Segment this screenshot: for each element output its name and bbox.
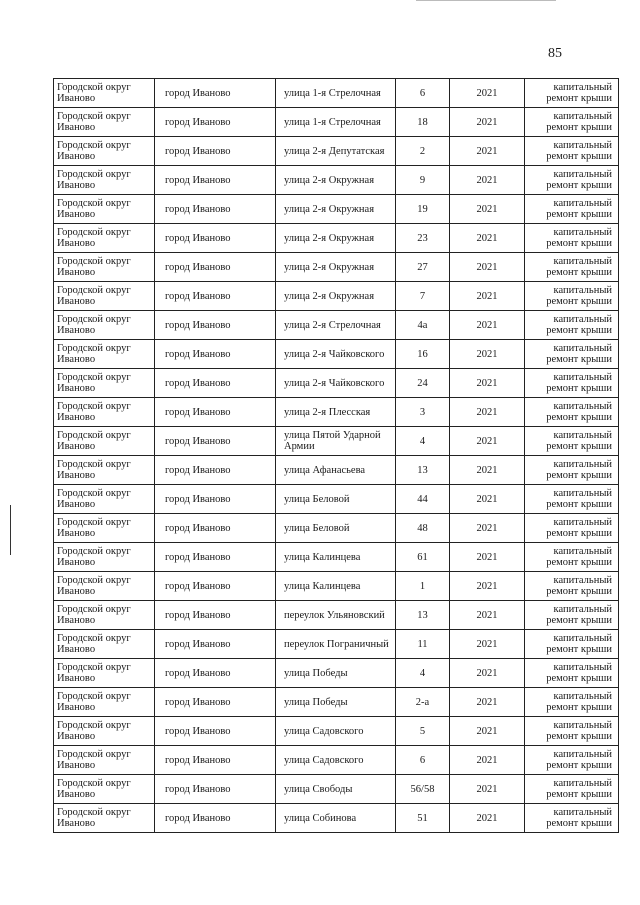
work-type-cell: капитальный ремонт крыши bbox=[525, 253, 619, 282]
settlement-cell: город Иваново bbox=[155, 717, 276, 746]
year-cell: 2021 bbox=[450, 137, 525, 166]
street-cell: улица Беловой bbox=[276, 514, 396, 543]
municipal-district-cell: Городской округ Иваново bbox=[54, 601, 155, 630]
table-row bbox=[54, 630, 619, 659]
street-cell: улица 2-я Чайковского bbox=[276, 340, 396, 369]
street-cell: улица Пятой Ударной Армии bbox=[276, 427, 396, 456]
table-row bbox=[54, 137, 619, 166]
year-cell: 2021 bbox=[450, 427, 525, 456]
year-cell: 2021 bbox=[450, 688, 525, 717]
settlement-cell: город Иваново bbox=[155, 427, 276, 456]
street-cell: улица Победы bbox=[276, 688, 396, 717]
settlement-cell: город Иваново bbox=[155, 688, 276, 717]
year-cell: 2021 bbox=[450, 746, 525, 775]
table-row bbox=[54, 282, 619, 311]
work-type-cell: капитальный ремонт крыши bbox=[525, 804, 619, 833]
settlement-cell: город Иваново bbox=[155, 804, 276, 833]
table-row bbox=[54, 775, 619, 804]
street-cell: улица Калинцева bbox=[276, 572, 396, 601]
year-cell: 2021 bbox=[450, 659, 525, 688]
house-number-cell: 19 bbox=[396, 195, 450, 224]
settlement-cell: город Иваново bbox=[155, 601, 276, 630]
street-cell: улица Садовского bbox=[276, 746, 396, 775]
settlement-cell: город Иваново bbox=[155, 630, 276, 659]
settlement-cell: город Иваново bbox=[155, 311, 276, 340]
street-cell: улица Победы bbox=[276, 659, 396, 688]
work-type-cell: капитальный ремонт крыши bbox=[525, 108, 619, 137]
house-number-cell: 6 bbox=[396, 746, 450, 775]
table-row bbox=[54, 485, 619, 514]
year-cell: 2021 bbox=[450, 485, 525, 514]
street-cell: улица 2-я Стрелочная bbox=[276, 311, 396, 340]
house-number-cell: 48 bbox=[396, 514, 450, 543]
settlement-cell: город Иваново bbox=[155, 224, 276, 253]
work-type-cell: капитальный ремонт крыши bbox=[525, 166, 619, 195]
municipal-district-cell: Городской округ Иваново bbox=[54, 456, 155, 485]
municipal-district-cell: Городской округ Иваново bbox=[54, 630, 155, 659]
work-type-cell: капитальный ремонт крыши bbox=[525, 659, 619, 688]
settlement-cell: город Иваново bbox=[155, 659, 276, 688]
year-cell: 2021 bbox=[450, 630, 525, 659]
house-number-cell: 4 bbox=[396, 659, 450, 688]
house-number-cell: 5 bbox=[396, 717, 450, 746]
municipal-district-cell: Городской округ Иваново bbox=[54, 717, 155, 746]
table-row bbox=[54, 601, 619, 630]
municipal-district-cell: Городской округ Иваново bbox=[54, 543, 155, 572]
street-cell: улица Афанасьева bbox=[276, 456, 396, 485]
house-number-cell: 1 bbox=[396, 572, 450, 601]
house-number-cell: 4 bbox=[396, 427, 450, 456]
year-cell: 2021 bbox=[450, 195, 525, 224]
work-type-cell: капитальный ремонт крыши bbox=[525, 427, 619, 456]
table-row bbox=[54, 195, 619, 224]
settlement-cell: город Иваново bbox=[155, 514, 276, 543]
house-number-cell: 4а bbox=[396, 311, 450, 340]
table-row bbox=[54, 688, 619, 717]
year-cell: 2021 bbox=[450, 340, 525, 369]
table-row bbox=[54, 543, 619, 572]
settlement-cell: город Иваново bbox=[155, 340, 276, 369]
municipal-district-cell: Городской округ Иваново bbox=[54, 311, 155, 340]
table-row bbox=[54, 369, 619, 398]
street-cell: улица Калинцева bbox=[276, 543, 396, 572]
year-cell: 2021 bbox=[450, 79, 525, 108]
work-type-cell: капитальный ремонт крыши bbox=[525, 311, 619, 340]
settlement-cell: город Иваново bbox=[155, 775, 276, 804]
year-cell: 2021 bbox=[450, 456, 525, 485]
street-cell: улица 2-я Депутатская bbox=[276, 137, 396, 166]
table-body bbox=[54, 79, 619, 833]
table-row bbox=[54, 514, 619, 543]
work-type-cell: капитальный ремонт крыши bbox=[525, 630, 619, 659]
settlement-cell: город Иваново bbox=[155, 108, 276, 137]
work-type-cell: капитальный ремонт крыши bbox=[525, 137, 619, 166]
work-type-cell: капитальный ремонт крыши bbox=[525, 775, 619, 804]
municipal-district-cell: Городской округ Иваново bbox=[54, 688, 155, 717]
street-cell: улица 1-я Стрелочная bbox=[276, 79, 396, 108]
municipal-district-cell: Городской округ Иваново bbox=[54, 775, 155, 804]
work-type-cell: капитальный ремонт крыши bbox=[525, 746, 619, 775]
table-row bbox=[54, 79, 619, 108]
scan-artifact bbox=[10, 505, 11, 555]
settlement-cell: город Иваново bbox=[155, 282, 276, 311]
year-cell: 2021 bbox=[450, 166, 525, 195]
street-cell: улица Садовского bbox=[276, 717, 396, 746]
year-cell: 2021 bbox=[450, 108, 525, 137]
municipal-district-cell: Городской округ Иваново bbox=[54, 340, 155, 369]
house-number-cell: 2 bbox=[396, 137, 450, 166]
municipal-district-cell: Городской округ Иваново bbox=[54, 79, 155, 108]
work-type-cell: капитальный ремонт крыши bbox=[525, 717, 619, 746]
table-row bbox=[54, 659, 619, 688]
work-type-cell: капитальный ремонт крыши bbox=[525, 369, 619, 398]
settlement-cell: город Иваново bbox=[155, 398, 276, 427]
work-type-cell: капитальный ремонт крыши bbox=[525, 485, 619, 514]
municipal-district-cell: Городской округ Иваново bbox=[54, 804, 155, 833]
table-row bbox=[54, 804, 619, 833]
street-cell: улица 2-я Окружная bbox=[276, 253, 396, 282]
settlement-cell: город Иваново bbox=[155, 485, 276, 514]
settlement-cell: город Иваново bbox=[155, 369, 276, 398]
work-type-cell: капитальный ремонт крыши bbox=[525, 398, 619, 427]
settlement-cell: город Иваново bbox=[155, 79, 276, 108]
house-number-cell: 13 bbox=[396, 456, 450, 485]
house-number-cell: 2-а bbox=[396, 688, 450, 717]
municipal-district-cell: Городской округ Иваново bbox=[54, 572, 155, 601]
municipal-district-cell: Городской округ Иваново bbox=[54, 746, 155, 775]
house-number-cell: 16 bbox=[396, 340, 450, 369]
house-number-cell: 44 bbox=[396, 485, 450, 514]
settlement-cell: город Иваново bbox=[155, 543, 276, 572]
year-cell: 2021 bbox=[450, 282, 525, 311]
table-row bbox=[54, 398, 619, 427]
house-number-cell: 23 bbox=[396, 224, 450, 253]
work-type-cell: капитальный ремонт крыши bbox=[525, 282, 619, 311]
year-cell: 2021 bbox=[450, 601, 525, 630]
settlement-cell: город Иваново bbox=[155, 253, 276, 282]
street-cell: улица Беловой bbox=[276, 485, 396, 514]
house-number-cell: 56/58 bbox=[396, 775, 450, 804]
house-number-cell: 27 bbox=[396, 253, 450, 282]
registry-table bbox=[53, 78, 619, 833]
street-cell: улица 1-я Стрелочная bbox=[276, 108, 396, 137]
work-type-cell: капитальный ремонт крыши bbox=[525, 195, 619, 224]
municipal-district-cell: Городской округ Иваново bbox=[54, 195, 155, 224]
page-number: 85 bbox=[548, 46, 562, 61]
year-cell: 2021 bbox=[450, 514, 525, 543]
street-cell: улица Собинова bbox=[276, 804, 396, 833]
street-cell: улица 2-я Окружная bbox=[276, 195, 396, 224]
municipal-district-cell: Городской округ Иваново bbox=[54, 166, 155, 195]
year-cell: 2021 bbox=[450, 398, 525, 427]
municipal-district-cell: Городской округ Иваново bbox=[54, 224, 155, 253]
settlement-cell: город Иваново bbox=[155, 456, 276, 485]
table-row bbox=[54, 253, 619, 282]
work-type-cell: капитальный ремонт крыши bbox=[525, 572, 619, 601]
table-row bbox=[54, 572, 619, 601]
house-number-cell: 18 bbox=[396, 108, 450, 137]
street-cell: улица 2-я Окружная bbox=[276, 224, 396, 253]
house-number-cell: 9 bbox=[396, 166, 450, 195]
table-row bbox=[54, 456, 619, 485]
municipal-district-cell: Городской округ Иваново bbox=[54, 137, 155, 166]
table-row bbox=[54, 166, 619, 195]
work-type-cell: капитальный ремонт крыши bbox=[525, 601, 619, 630]
year-cell: 2021 bbox=[450, 775, 525, 804]
municipal-district-cell: Городской округ Иваново bbox=[54, 108, 155, 137]
house-number-cell: 51 bbox=[396, 804, 450, 833]
settlement-cell: город Иваново bbox=[155, 572, 276, 601]
municipal-district-cell: Городской округ Иваново bbox=[54, 398, 155, 427]
year-cell: 2021 bbox=[450, 543, 525, 572]
year-cell: 2021 bbox=[450, 804, 525, 833]
municipal-district-cell: Городской округ Иваново bbox=[54, 514, 155, 543]
table-row bbox=[54, 427, 619, 456]
house-number-cell: 11 bbox=[396, 630, 450, 659]
table-row bbox=[54, 311, 619, 340]
settlement-cell: город Иваново bbox=[155, 166, 276, 195]
work-type-cell: капитальный ремонт крыши bbox=[525, 514, 619, 543]
year-cell: 2021 bbox=[450, 224, 525, 253]
street-cell: улица 2-я Окружная bbox=[276, 166, 396, 195]
house-number-cell: 61 bbox=[396, 543, 450, 572]
house-number-cell: 13 bbox=[396, 601, 450, 630]
street-cell: переулок Ульяновский bbox=[276, 601, 396, 630]
street-cell: улица 2-я Окружная bbox=[276, 282, 396, 311]
table-row bbox=[54, 746, 619, 775]
year-cell: 2021 bbox=[450, 717, 525, 746]
street-cell: переулок Пограничный bbox=[276, 630, 396, 659]
work-type-cell: капитальный ремонт крыши bbox=[525, 224, 619, 253]
municipal-district-cell: Городской округ Иваново bbox=[54, 427, 155, 456]
scan-artifact bbox=[416, 0, 556, 1]
year-cell: 2021 bbox=[450, 369, 525, 398]
house-number-cell: 6 bbox=[396, 79, 450, 108]
table-row bbox=[54, 340, 619, 369]
work-type-cell: капитальный ремонт крыши bbox=[525, 79, 619, 108]
street-cell: улица 2-я Чайковского bbox=[276, 369, 396, 398]
work-type-cell: капитальный ремонт крыши bbox=[525, 688, 619, 717]
municipal-district-cell: Городской округ Иваново bbox=[54, 369, 155, 398]
table-row bbox=[54, 717, 619, 746]
settlement-cell: город Иваново bbox=[155, 746, 276, 775]
table-row bbox=[54, 108, 619, 137]
municipal-district-cell: Городской округ Иваново bbox=[54, 485, 155, 514]
year-cell: 2021 bbox=[450, 572, 525, 601]
street-cell: улица Свободы bbox=[276, 775, 396, 804]
municipal-district-cell: Городской округ Иваново bbox=[54, 659, 155, 688]
street-cell: улица 2-я Плесская bbox=[276, 398, 396, 427]
house-number-cell: 24 bbox=[396, 369, 450, 398]
municipal-district-cell: Городской округ Иваново bbox=[54, 282, 155, 311]
work-type-cell: капитальный ремонт крыши bbox=[525, 543, 619, 572]
year-cell: 2021 bbox=[450, 311, 525, 340]
settlement-cell: город Иваново bbox=[155, 195, 276, 224]
municipal-district-cell: Городской округ Иваново bbox=[54, 253, 155, 282]
house-number-cell: 7 bbox=[396, 282, 450, 311]
year-cell: 2021 bbox=[450, 253, 525, 282]
work-type-cell: капитальный ремонт крыши bbox=[525, 340, 619, 369]
house-number-cell: 3 bbox=[396, 398, 450, 427]
work-type-cell: капитальный ремонт крыши bbox=[525, 456, 619, 485]
settlement-cell: город Иваново bbox=[155, 137, 276, 166]
table-row bbox=[54, 224, 619, 253]
